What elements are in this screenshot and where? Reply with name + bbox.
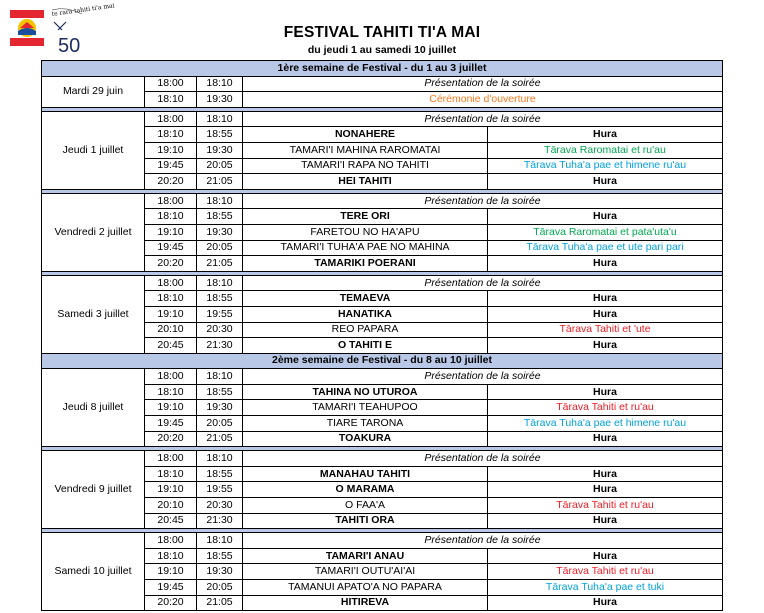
end-time: 21:05 xyxy=(197,256,243,272)
table-row xyxy=(42,369,723,385)
group-name: HEI TAHITI xyxy=(243,174,488,190)
end-time: 18:55 xyxy=(197,291,243,307)
group-name: TAMARI'I MAHINA RAROMATAI xyxy=(243,142,488,158)
day-cell: Vendredi 9 juillet xyxy=(42,451,145,529)
presentation-cell: Présentation de la soirée xyxy=(243,76,723,92)
table-row xyxy=(42,513,723,529)
start-time: 19:10 xyxy=(145,224,197,240)
end-time: 21:05 xyxy=(197,174,243,190)
start-time: 18:10 xyxy=(145,92,197,108)
category-cell: Hura xyxy=(488,338,723,354)
end-time: 18:10 xyxy=(197,111,243,127)
group-name: HITIREVA xyxy=(243,595,488,611)
end-time: 18:55 xyxy=(197,548,243,564)
group-name: TAMANUI APATO'A NO PAPARA xyxy=(243,580,488,596)
table-row xyxy=(42,240,723,256)
table-row xyxy=(42,111,723,127)
group-name: TAMARI'I ANAU xyxy=(243,548,488,564)
group-name: O MARAMA xyxy=(243,482,488,498)
category-cell: Hura xyxy=(488,482,723,498)
start-time: 20:20 xyxy=(145,174,197,190)
end-time: 18:10 xyxy=(197,193,243,209)
category-cell: Hura xyxy=(488,548,723,564)
end-time: 18:55 xyxy=(197,384,243,400)
table-row xyxy=(42,533,723,549)
group-name: TAMARI'I TUHA'A PAE NO MAHINA xyxy=(243,240,488,256)
group-name: TEMAEVA xyxy=(243,291,488,307)
end-time: 21:05 xyxy=(197,595,243,611)
end-time: 18:55 xyxy=(197,127,243,143)
end-time: 19:30 xyxy=(197,224,243,240)
end-time: 21:05 xyxy=(197,431,243,447)
day-cell: Mardi 29 juin xyxy=(42,76,145,107)
category-cell: Tārava Tuha'a pae et tuki xyxy=(488,580,723,596)
group-name: TAHITI ORA xyxy=(243,513,488,529)
end-time: 21:30 xyxy=(197,338,243,354)
table-row xyxy=(42,174,723,190)
category-cell: Hura xyxy=(488,291,723,307)
category-cell: Hura xyxy=(488,384,723,400)
end-time: 19:55 xyxy=(197,306,243,322)
start-time: 18:10 xyxy=(145,384,197,400)
table-row xyxy=(42,400,723,416)
table-row xyxy=(42,595,723,611)
category-cell: Hura xyxy=(488,209,723,225)
group-name: FARETOU NO HA'APU xyxy=(243,224,488,240)
category-cell: Tārava Tahiti et ru'au xyxy=(488,498,723,514)
presentation-cell: Présentation de la soirée xyxy=(243,275,723,291)
page-subtitle: du jeudi 1 au samedi 10 juillet xyxy=(307,44,457,56)
category-cell: Tārava Tuha'a pae et himene ru'au xyxy=(488,158,723,174)
logo-text: te rara tahiti ti'a mai xyxy=(51,2,115,18)
start-time: 19:10 xyxy=(145,306,197,322)
day-cell: Samedi 3 juillet xyxy=(42,275,145,353)
table-row xyxy=(42,451,723,467)
end-time: 18:10 xyxy=(197,76,243,92)
group-name: TAMARI'I OUTU'AI'AI xyxy=(243,564,488,580)
start-time: 18:00 xyxy=(145,533,197,549)
table-row xyxy=(42,256,723,272)
category-cell: Tārava Tahiti et ru'au xyxy=(488,400,723,416)
table-row xyxy=(42,275,723,291)
table-row xyxy=(42,306,723,322)
start-time: 18:00 xyxy=(145,451,197,467)
ceremony-cell: Cérémonie d'ouverture xyxy=(243,92,723,108)
category-cell: Tārava Tahiti et 'ute xyxy=(488,322,723,338)
end-time: 19:30 xyxy=(197,142,243,158)
table-row xyxy=(42,466,723,482)
start-time: 18:10 xyxy=(145,127,197,143)
category-cell: Tārava Raromatai et pata'uta'u xyxy=(488,224,723,240)
group-name: TAMARI'I RAPA NO TAHITI xyxy=(243,158,488,174)
table-row xyxy=(42,498,723,514)
category-cell: Hura xyxy=(488,466,723,482)
group-name: O TAHITI E xyxy=(243,338,488,354)
group-name: TIARE TARONA xyxy=(243,416,488,432)
category-cell: Hura xyxy=(488,431,723,447)
category-cell: Hura xyxy=(488,306,723,322)
end-time: 19:55 xyxy=(197,482,243,498)
start-time: 20:10 xyxy=(145,498,197,514)
end-time: 19:30 xyxy=(197,564,243,580)
table-row xyxy=(42,224,723,240)
category-cell: Tārava Raromatai et ru'au xyxy=(488,142,723,158)
start-time: 20:20 xyxy=(145,256,197,272)
end-time: 20:05 xyxy=(197,416,243,432)
table-row xyxy=(42,564,723,580)
group-name: TAMARI'I TEAHUPOO xyxy=(243,400,488,416)
group-name: TERE ORI xyxy=(243,209,488,225)
start-time: 19:10 xyxy=(145,564,197,580)
week-header: 2ème semaine de Festival - du 8 au 10 juillet xyxy=(42,353,723,369)
start-time: 20:20 xyxy=(145,431,197,447)
end-time: 20:05 xyxy=(197,158,243,174)
week-header-row xyxy=(42,353,723,369)
table-row xyxy=(42,209,723,225)
presentation-cell: Présentation de la soirée xyxy=(243,533,723,549)
table-row xyxy=(42,482,723,498)
table-row xyxy=(42,384,723,400)
end-time: 21:30 xyxy=(197,513,243,529)
start-time: 19:45 xyxy=(145,158,197,174)
category-cell: Tārava Tuha'a pae et himene ru'au xyxy=(488,416,723,432)
start-time: 20:45 xyxy=(145,338,197,354)
end-time: 19:30 xyxy=(197,400,243,416)
table-row xyxy=(42,92,723,108)
table-row xyxy=(42,127,723,143)
group-name: TOAKURA xyxy=(243,431,488,447)
category-cell: Hura xyxy=(488,127,723,143)
table-row xyxy=(42,142,723,158)
end-time: 20:30 xyxy=(197,322,243,338)
group-name: REO PAPARA xyxy=(243,322,488,338)
start-time: 18:00 xyxy=(145,111,197,127)
start-time: 19:45 xyxy=(145,416,197,432)
start-time: 18:10 xyxy=(145,291,197,307)
end-time: 20:05 xyxy=(197,580,243,596)
group-name: HANATIKA xyxy=(243,306,488,322)
start-time: 19:45 xyxy=(145,240,197,256)
group-name: TAHINA NO UTUROA xyxy=(243,384,488,400)
table-row xyxy=(42,76,723,92)
page-title: FESTIVAL TAHITI TI'A MAI xyxy=(283,24,481,41)
presentation-cell: Présentation de la soirée xyxy=(243,111,723,127)
day-cell: Jeudi 8 juillet xyxy=(42,369,145,447)
category-cell: Hura xyxy=(488,174,723,190)
table-row xyxy=(42,193,723,209)
table-row xyxy=(42,580,723,596)
end-time: 18:55 xyxy=(197,466,243,482)
end-time: 18:10 xyxy=(197,533,243,549)
group-name: NONAHERE xyxy=(243,127,488,143)
group-name: MANAHAU TAHITI xyxy=(243,466,488,482)
presentation-cell: Présentation de la soirée xyxy=(243,193,723,209)
group-name: TAMARIKI POERANI xyxy=(243,256,488,272)
table-row xyxy=(42,431,723,447)
end-time: 19:30 xyxy=(197,92,243,108)
start-time: 18:00 xyxy=(145,369,197,385)
start-time: 20:45 xyxy=(145,513,197,529)
category-cell: Hura xyxy=(488,595,723,611)
start-time: 18:10 xyxy=(145,209,197,225)
day-cell: Vendredi 2 juillet xyxy=(42,193,145,271)
start-time: 18:00 xyxy=(145,193,197,209)
start-time: 19:10 xyxy=(145,482,197,498)
category-cell: Hura xyxy=(488,513,723,529)
end-time: 18:55 xyxy=(197,209,243,225)
week-header-row xyxy=(42,61,723,77)
day-cell: Samedi 10 juillet xyxy=(42,533,145,611)
table-row xyxy=(42,338,723,354)
end-time: 18:10 xyxy=(197,275,243,291)
start-time: 20:20 xyxy=(145,595,197,611)
presentation-cell: Présentation de la soirée xyxy=(243,369,723,385)
start-time: 19:45 xyxy=(145,580,197,596)
table-row xyxy=(42,548,723,564)
start-time: 18:00 xyxy=(145,275,197,291)
week-header: 1ère semaine de Festival - du 1 au 3 juillet xyxy=(42,61,723,77)
category-cell: Tārava Tahiti et ru'au xyxy=(488,564,723,580)
start-time: 18:10 xyxy=(145,466,197,482)
end-time: 20:30 xyxy=(197,498,243,514)
start-time: 19:10 xyxy=(145,142,197,158)
presentation-cell: Présentation de la soirée xyxy=(243,451,723,467)
end-time: 18:10 xyxy=(197,369,243,385)
end-time: 20:05 xyxy=(197,240,243,256)
category-cell: Tārava Tuha'a pae et ute pari pari xyxy=(488,240,723,256)
table-row xyxy=(42,416,723,432)
day-cell: Jeudi 1 juillet xyxy=(42,111,145,189)
logo-number: 50 xyxy=(58,35,81,57)
start-time: 19:10 xyxy=(145,400,197,416)
table-row xyxy=(42,158,723,174)
end-time: 18:10 xyxy=(197,451,243,467)
start-time: 18:10 xyxy=(145,548,197,564)
table-row xyxy=(42,291,723,307)
schedule-table xyxy=(41,60,723,611)
start-time: 18:00 xyxy=(145,76,197,92)
category-cell: Hura xyxy=(488,256,723,272)
group-name: O FAA'A xyxy=(243,498,488,514)
table-row xyxy=(42,322,723,338)
start-time: 20:10 xyxy=(145,322,197,338)
